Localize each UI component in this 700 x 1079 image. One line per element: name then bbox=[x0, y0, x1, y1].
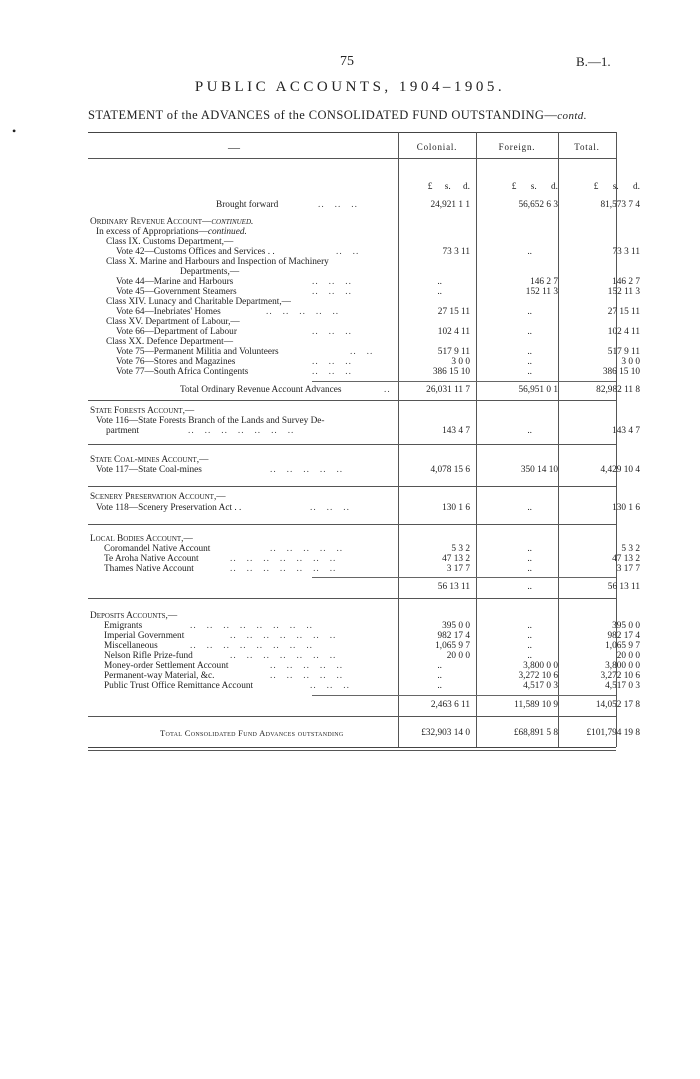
pound-sign: £ bbox=[593, 182, 599, 192]
row-label-italic: continued. bbox=[211, 217, 254, 227]
shillings-label: s. bbox=[612, 182, 619, 192]
foreign-amount: .. bbox=[527, 621, 532, 631]
foreign-amount: 3,800 0 0 bbox=[523, 661, 558, 671]
foreign-amount: .. bbox=[527, 367, 532, 377]
colonial-amount: .. bbox=[437, 287, 442, 297]
row-label: Vote 75—Permanent Militia and Volunteers bbox=[116, 347, 279, 357]
row-label: Ordinary Revenue Account— bbox=[90, 217, 212, 227]
subtotal-rule bbox=[312, 695, 616, 696]
row-label: Vote 116—State Forests Branch of the Lands and Survey De- bbox=[96, 416, 325, 426]
foreign-amount: 350 14 10 bbox=[520, 465, 558, 475]
colonial-amount: 24,921 1 1 bbox=[430, 200, 470, 210]
column-header-colonial: Colonial. bbox=[416, 142, 458, 152]
leader-dots: .. .. .. .. .. bbox=[270, 671, 344, 681]
section-rule bbox=[88, 444, 616, 445]
subtotal-rule bbox=[312, 381, 616, 382]
colonial-amount: 982 17 4 bbox=[437, 631, 470, 641]
foreign-amount: .. bbox=[527, 631, 532, 641]
total-amount: 4,517 0 3 bbox=[605, 681, 640, 691]
row-label: Vote 66—Department of Labour bbox=[116, 327, 237, 337]
leader-dots: .. .. .. bbox=[312, 357, 352, 367]
pence-label: d. bbox=[463, 182, 470, 192]
total-amount: 102 4 11 bbox=[607, 327, 640, 337]
section-heading: State Forests Account,— bbox=[90, 406, 195, 416]
currency-row bbox=[88, 182, 640, 193]
row-label: Te Aroha Native Account bbox=[104, 554, 199, 564]
section-rule bbox=[88, 486, 616, 487]
total-amount: 82,982 11 8 bbox=[596, 385, 640, 395]
leader-dots: .. .. .. .. .. bbox=[270, 661, 344, 671]
total-amount: 56 13 11 bbox=[607, 582, 640, 592]
table-row bbox=[88, 503, 640, 514]
table-row bbox=[88, 200, 640, 211]
table-row bbox=[88, 426, 640, 437]
row-label: Emigrants bbox=[104, 621, 143, 631]
leader-dots: .. .. .. .. .. .. .. .. bbox=[190, 621, 313, 631]
colonial-amount: 395 0 0 bbox=[442, 621, 470, 631]
colonial-amount: 73 3 11 bbox=[442, 247, 470, 257]
row-label: Nelson Rifle Prize-fund bbox=[104, 651, 193, 661]
grand-total-row bbox=[88, 728, 640, 739]
colonial-amount: 26,031 11 7 bbox=[426, 385, 470, 395]
row-label: Class IX. Customs Department,— bbox=[106, 237, 234, 247]
section-heading: Local Bodies Account,— bbox=[90, 534, 193, 544]
total-amount: 386 15 10 bbox=[602, 367, 640, 377]
row-label: partment bbox=[106, 426, 140, 436]
leader-dots: .. .. .. bbox=[312, 277, 352, 287]
total-amount: 146 2 7 bbox=[612, 277, 640, 287]
foreign-amount: .. bbox=[527, 651, 532, 661]
subtitle-text: STATEMENT of the ADVANCES of the CONSOLIDATED FUND OUTSTANDING— bbox=[88, 108, 558, 122]
table-row bbox=[88, 582, 640, 593]
section-rule bbox=[88, 524, 616, 525]
table-row bbox=[88, 385, 640, 396]
foreign-amount: 11,589 10 9 bbox=[514, 700, 558, 710]
column-header-foreign: Foreign. bbox=[498, 142, 536, 152]
subtitle-suffix: contd. bbox=[557, 110, 587, 122]
leader-dots: .. .. .. .. .. .. .. .. bbox=[190, 641, 313, 651]
leader-dots: .. .. .. bbox=[312, 327, 352, 337]
row-label: Vote 64—Inebriates' Homes bbox=[116, 307, 221, 317]
total-amount: 982 17 4 bbox=[607, 631, 640, 641]
pence-label: d. bbox=[551, 182, 558, 192]
colonial-amount: 2,463 6 11 bbox=[430, 700, 470, 710]
section-heading: Scenery Preservation Account,— bbox=[90, 492, 226, 502]
row-label: Vote 76—Stores and Magazines bbox=[116, 357, 236, 367]
foreign-amount: 3,272 10 6 bbox=[518, 671, 558, 681]
colonial-amount: .. bbox=[437, 671, 442, 681]
colonial-amount: 130 1 6 bbox=[442, 503, 470, 513]
foreign-amount: £68,891 5 8 bbox=[513, 728, 558, 738]
foreign-amount: .. bbox=[527, 307, 532, 317]
row-label: Vote 77—South Africa Contingents bbox=[116, 367, 249, 377]
table-top-rule bbox=[88, 132, 616, 133]
margin-mark: • bbox=[12, 124, 17, 138]
row-label: Total Ordinary Revenue Account Advances bbox=[180, 385, 342, 395]
colonial-amount: 517 9 11 bbox=[437, 347, 470, 357]
table-row bbox=[88, 465, 640, 476]
row-label: Public Trust Office Remittance Account bbox=[104, 681, 254, 691]
total-amount: 81,573 7 4 bbox=[600, 200, 640, 210]
pence-label: d. bbox=[633, 182, 640, 192]
colonial-amount: 143 4 7 bbox=[442, 426, 470, 436]
leader-dots: .. .. bbox=[336, 247, 360, 257]
colonial-amount: .. bbox=[437, 277, 442, 287]
row-label: Class XX. Defence Department— bbox=[106, 337, 234, 347]
total-amount: 4,429 10 4 bbox=[600, 465, 640, 475]
row-label: Vote 44—Marine and Harbours bbox=[116, 277, 234, 287]
leader-dots: .. .. .. .. .. bbox=[270, 465, 344, 475]
total-amount: 517 9 11 bbox=[607, 347, 640, 357]
colonial-amount: 386 15 10 bbox=[432, 367, 470, 377]
total-amount: 3,272 10 6 bbox=[600, 671, 640, 681]
row-label: Vote 118—Scenery Preservation Act . . bbox=[96, 503, 242, 513]
table-bottom-rule bbox=[88, 747, 616, 748]
leader-dots: .. .. .. .. .. .. .. bbox=[230, 564, 337, 574]
leader-dots: .. .. .. .. .. bbox=[270, 544, 344, 554]
leader-dots: .. .. .. .. .. bbox=[266, 307, 340, 317]
column-header-total: Total. bbox=[574, 142, 600, 152]
colonial-amount: 47 13 2 bbox=[442, 554, 470, 564]
total-amount: 14,052 17 8 bbox=[595, 700, 640, 710]
foreign-amount: 56,652 6 3 bbox=[518, 200, 558, 210]
currency-colonial bbox=[398, 182, 470, 193]
row-label: Permanent-way Material, &c. bbox=[104, 671, 215, 681]
section-heading: Deposits Accounts,— bbox=[90, 611, 178, 621]
foreign-amount: .. bbox=[527, 554, 532, 564]
foreign-amount: .. bbox=[527, 544, 532, 554]
foreign-amount: .. bbox=[527, 641, 532, 651]
leader-dots: .. .. .. .. .. .. .. bbox=[230, 651, 337, 661]
section-heading: State Coal-mines Account,— bbox=[90, 455, 209, 465]
row-label: Vote 45—Government Steamers bbox=[116, 287, 237, 297]
foreign-amount: .. bbox=[527, 327, 532, 337]
row-label: Coromandel Native Account bbox=[104, 544, 211, 554]
total-amount: 3 0 0 bbox=[621, 357, 640, 367]
colonial-amount: 27 15 11 bbox=[437, 307, 470, 317]
foreign-amount: 146 2 7 bbox=[530, 277, 558, 287]
row-label: Vote 117—State Coal-mines bbox=[96, 465, 202, 475]
row-label: Imperial Government bbox=[104, 631, 185, 641]
total-amount: 73 3 11 bbox=[612, 247, 640, 257]
foreign-amount: .. bbox=[527, 357, 532, 367]
leader-dots: .. .. .. .. .. .. .. bbox=[230, 554, 337, 564]
section-rule bbox=[88, 598, 616, 599]
colonial-amount: 56 13 11 bbox=[437, 582, 470, 592]
colonial-amount: 3 17 7 bbox=[446, 564, 470, 574]
row-label: Vote 42—Customs Offices and Services . . bbox=[116, 247, 275, 257]
foreign-amount: .. bbox=[527, 347, 532, 357]
section-rule bbox=[88, 400, 616, 401]
first-column-header: — bbox=[228, 140, 240, 154]
subtotal-rule bbox=[312, 577, 616, 578]
row-label: Money-order Settlement Account bbox=[104, 661, 229, 671]
row-label: Brought forward bbox=[216, 200, 279, 210]
total-amount: 130 1 6 bbox=[612, 503, 640, 513]
total-amount: 5 3 2 bbox=[621, 544, 640, 554]
leader-dots: .. .. .. bbox=[310, 503, 350, 513]
document-reference: B.—1. bbox=[576, 54, 611, 69]
colonial-amount: .. bbox=[437, 681, 442, 691]
colonial-amount: £32,903 14 0 bbox=[421, 728, 470, 738]
total-amount: 27 15 11 bbox=[607, 307, 640, 317]
colonial-amount: .. bbox=[437, 661, 442, 671]
row-label-italic: continued. bbox=[207, 227, 247, 237]
total-amount: 47 13 2 bbox=[612, 554, 640, 564]
row-label: Departments,— bbox=[180, 267, 240, 277]
total-amount: £101,794 19 8 bbox=[586, 728, 640, 738]
section-rule bbox=[88, 716, 616, 717]
colonial-amount: 1,065 9 7 bbox=[435, 641, 470, 651]
foreign-amount: 4,517 0 3 bbox=[523, 681, 558, 691]
row-label: Thames Native Account bbox=[104, 564, 194, 574]
table-bottom-rule-2 bbox=[88, 750, 616, 751]
row-label: Class XV. Department of Labour,— bbox=[106, 317, 240, 327]
currency-total bbox=[562, 182, 640, 193]
statement-subtitle bbox=[88, 108, 587, 123]
leader-dots: .. .. bbox=[350, 347, 374, 357]
foreign-amount: .. bbox=[527, 582, 532, 592]
shillings-label: s. bbox=[444, 182, 451, 192]
leader-dots: .. .. .. bbox=[312, 287, 352, 297]
table-row bbox=[88, 492, 616, 503]
total-amount: 143 4 7 bbox=[612, 426, 640, 436]
row-label: Class X. Marine and Harbours and Inspection of Machinery bbox=[106, 257, 329, 267]
foreign-amount: .. bbox=[527, 564, 532, 574]
foreign-amount: .. bbox=[527, 247, 532, 257]
row-label: Miscellaneous bbox=[104, 641, 158, 651]
table-row bbox=[88, 700, 640, 711]
row-label: Class XIV. Lunacy and Charitable Department,— bbox=[106, 297, 291, 307]
foreign-amount: .. bbox=[527, 426, 532, 436]
total-amount: 3,800 0 0 bbox=[605, 661, 640, 671]
row-label: Total Consolidated Fund Advances outstanding bbox=[160, 728, 344, 738]
foreign-amount: 56,951 0 1 bbox=[518, 385, 558, 395]
colonial-amount: 4,078 15 6 bbox=[430, 465, 470, 475]
colonial-amount: 3 0 0 bbox=[451, 357, 470, 367]
row-label: In excess of Appropriations— bbox=[96, 227, 208, 237]
table-row bbox=[88, 564, 640, 575]
pound-sign: £ bbox=[427, 182, 433, 192]
leader-dots: .. .. .. bbox=[318, 200, 358, 210]
leader-dots: .. bbox=[384, 385, 391, 395]
foreign-amount: .. bbox=[527, 503, 532, 513]
table-row bbox=[88, 681, 640, 692]
header-bottom-rule bbox=[88, 158, 616, 159]
page-title: PUBLIC ACCOUNTS, 1904–1905. bbox=[194, 79, 506, 95]
leader-dots: .. .. .. bbox=[310, 681, 350, 691]
page-number: 75 bbox=[340, 54, 354, 69]
leader-dots: .. .. .. bbox=[312, 367, 352, 377]
total-amount: 395 0 0 bbox=[612, 621, 640, 631]
total-amount: 20 0 0 bbox=[616, 651, 640, 661]
leader-dots: .. .. .. .. .. .. .. bbox=[188, 426, 295, 436]
total-amount: 3 17 7 bbox=[616, 564, 640, 574]
leader-dots: .. .. .. .. .. .. .. bbox=[230, 631, 337, 641]
table-row bbox=[88, 367, 640, 378]
pound-sign: £ bbox=[511, 182, 517, 192]
total-amount: 1,065 9 7 bbox=[605, 641, 640, 651]
colonial-amount: 102 4 11 bbox=[437, 327, 470, 337]
currency-foreign bbox=[476, 182, 558, 193]
foreign-amount: 152 11 3 bbox=[525, 287, 558, 297]
shillings-label: s. bbox=[530, 182, 537, 192]
colonial-amount: 20 0 0 bbox=[446, 651, 470, 661]
total-amount: 152 11 3 bbox=[607, 287, 640, 297]
colonial-amount: 5 3 2 bbox=[451, 544, 470, 554]
